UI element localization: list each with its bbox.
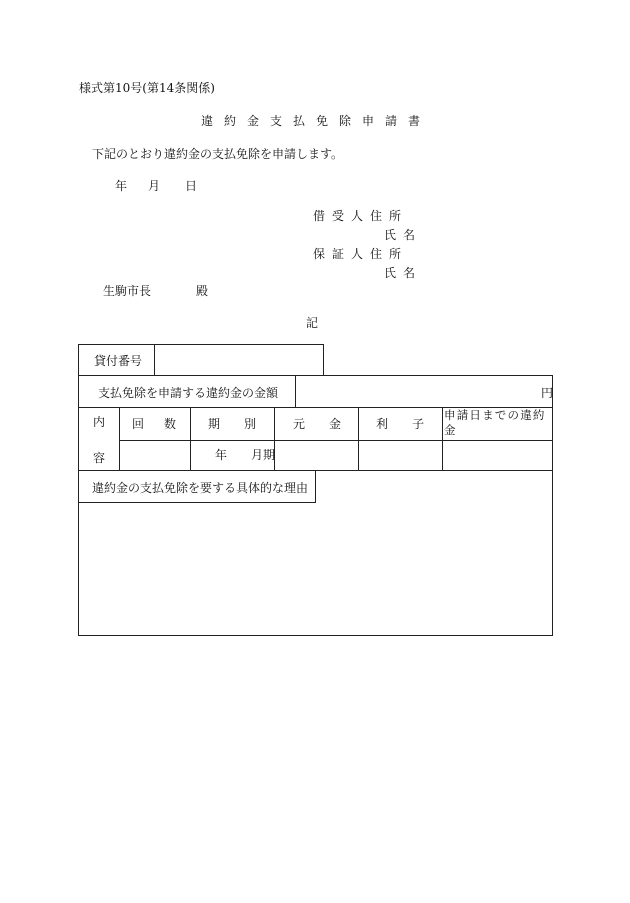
count-field[interactable] (119, 440, 189, 470)
penalty-field[interactable] (442, 440, 552, 470)
loan-number-label: 貸付番号 (94, 354, 143, 368)
reason-label: 違約金の支払免除を要する具体的な理由 (92, 481, 309, 495)
header-interest: 利子 (376, 417, 449, 431)
header-count: 回数 (132, 417, 197, 431)
header-penalty-line2: 金 (444, 423, 456, 437)
period-year-label: 年 (215, 448, 228, 462)
header-penalty-line1: 申請日までの違約 (444, 408, 546, 422)
document-title: 違約金支払免除申請書 (201, 114, 432, 128)
form-number: 様式第10号(第14条関係) (79, 81, 215, 95)
amount-label: 支払免除を申請する違約金の金額 (98, 386, 279, 400)
guarantor-name-label: 氏名 (384, 266, 423, 280)
amount-unit: 円 (541, 386, 554, 400)
ki-heading: 記 (306, 316, 319, 330)
guarantor-address-label: 保証人住所 (313, 247, 409, 261)
contents-label-top: 内 (93, 415, 106, 429)
reason-field[interactable] (80, 504, 551, 634)
date-year-label: 年 (115, 179, 128, 193)
addressee-name: 生駒市長 (103, 284, 152, 298)
borrower-address-label: 借受人住所 (313, 209, 409, 223)
interest-field[interactable] (358, 440, 441, 470)
intro-text: 下記のとおり違約金の支払免除を申請します。 (92, 147, 344, 161)
date-day-label: 日 (185, 179, 198, 193)
header-principal: 元金 (293, 417, 366, 431)
amount-field[interactable] (295, 376, 539, 407)
contents-label-bottom: 容 (93, 451, 106, 465)
period-month-label: 月期 (251, 448, 276, 462)
addressee-honorific: 殿 (196, 284, 209, 298)
header-period: 期別 (208, 417, 281, 431)
principal-field[interactable] (274, 440, 357, 470)
loan-number-field[interactable] (154, 345, 323, 375)
borrower-name-label: 氏名 (384, 228, 423, 242)
date-month-label: 月 (148, 179, 161, 193)
